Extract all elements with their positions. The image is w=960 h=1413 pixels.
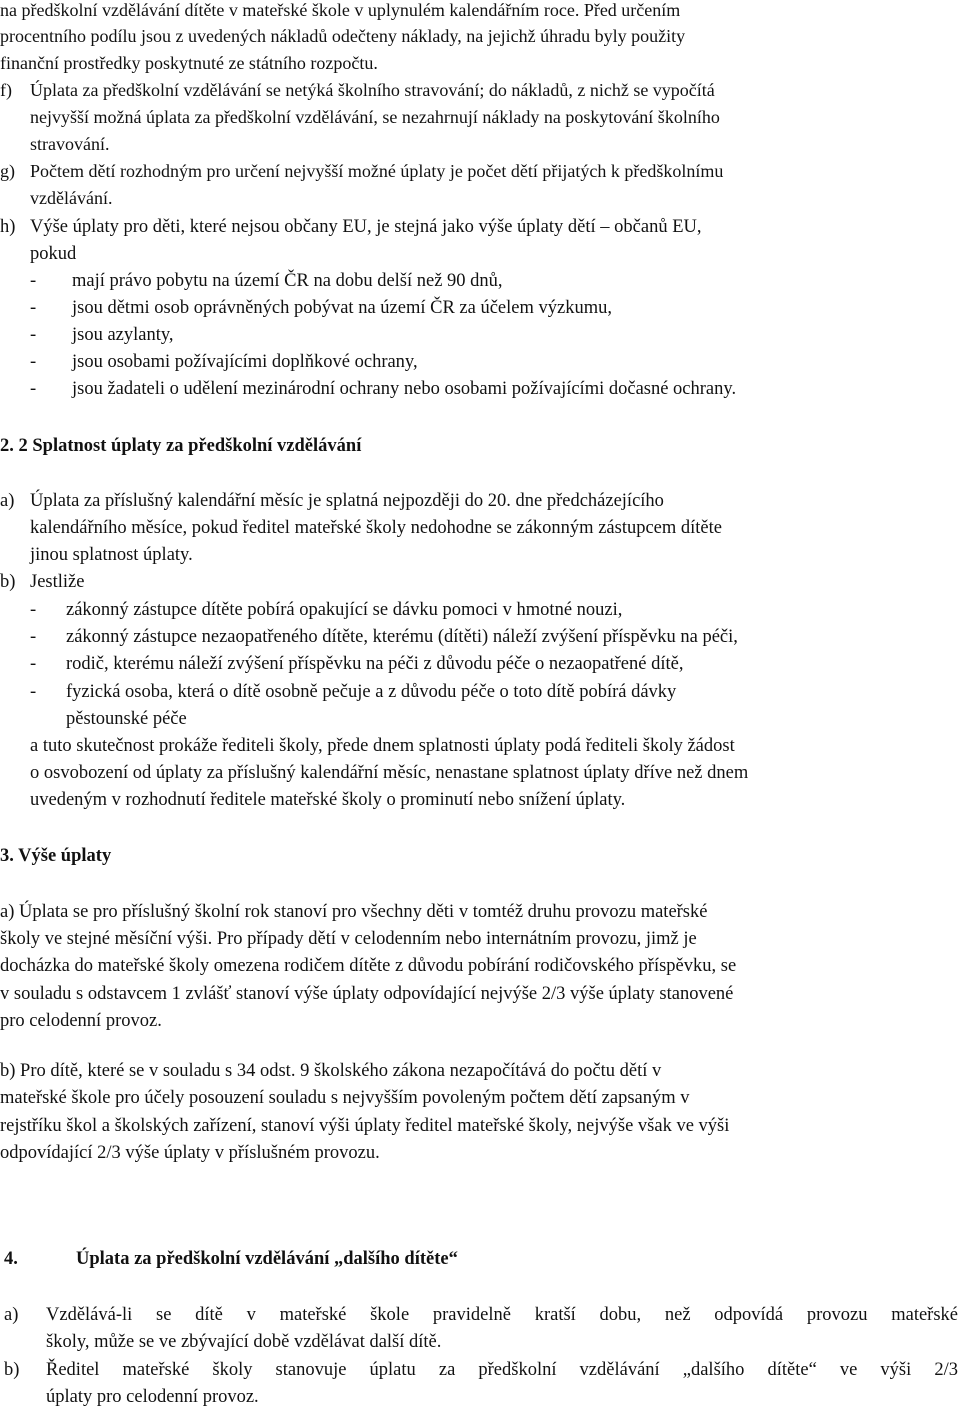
bullet-dash: - xyxy=(30,627,37,647)
bullet-dash: - xyxy=(30,271,37,291)
item-line: Výše úplaty pro děti, které nejsou občany EU, je stejná jako výše úplaty dětí – občanů EU, xyxy=(30,217,702,237)
item-marker: b) xyxy=(4,1360,20,1380)
intro-line: finanční prostředky poskytnuté ze státního rozpočtu. xyxy=(0,53,378,73)
item-marker: a) xyxy=(0,491,15,511)
bullet-dash: - xyxy=(30,298,37,318)
bullet-dash: - xyxy=(30,379,37,399)
item-lead: Jestliže xyxy=(30,572,85,592)
item-line: jinou splatnost úplaty. xyxy=(30,545,193,565)
item-line: uvedeným v rozhodnutí ředitele mateřské školy o prominutí nebo snížení úplaty. xyxy=(30,790,626,810)
section-number: 4. xyxy=(4,1249,18,1269)
paragraph-line: školy ve stejné měsíční výši. Pro případy dětí v celodenním nebo internátním provozu, jimž je xyxy=(0,929,697,949)
item-line: Ředitel mateřské školy stanovuje úplatu za předškolní vzdělávání „dalšího dítěte“ ve výši 2/3 xyxy=(46,1360,958,1380)
item-line: vzdělávání. xyxy=(30,188,113,208)
item-line: nejvyšší možná úplata za předškolní vzdělávání, se nezahrnují náklady na poskytování školního xyxy=(30,107,720,127)
section-heading: 3. Výše úplaty xyxy=(0,846,112,866)
item-line: kalendářního měsíce, pokud ředitel mateřské školy nedohodne se zákonným zástupcem dítěte xyxy=(30,518,722,538)
bullet-dash: - xyxy=(30,352,37,372)
section-title: Úplata za předškolní vzdělávání „dalšího dítěte“ xyxy=(76,1249,458,1269)
bullet-text: zákonný zástupce nezaopatřeného dítěte, kterému (dítěti) náleží zvýšení příspěvku na péči, xyxy=(66,627,738,647)
item-line: a tuto skutečnost prokáže řediteli školy, přede dnem splatnosti úplaty podá řediteli školy žádost xyxy=(30,736,735,756)
paragraph-line: b) Pro dítě, které se v souladu s 34 odst. 9 školského zákona nezapočítává do počtu dětí v xyxy=(0,1061,662,1081)
item-line: Vzdělává-li se dítě v mateřské škole pravidelně kratší dobu, než odpovídá provozu mateřské xyxy=(46,1305,958,1325)
item-marker: g) xyxy=(0,161,15,181)
item-line: Počtem dětí rozhodným pro určení nejvyšší možné úplaty je počet dětí přijatých k předškolnímu xyxy=(30,161,724,181)
bullet-dash: - xyxy=(30,325,37,345)
bullet-text: jsou azylanty, xyxy=(72,325,174,345)
bullet-text: jsou osobami požívajícími doplňkové ochrany, xyxy=(72,352,418,372)
item-line: školy, může se ve zbývající době vzdělávat další dítě. xyxy=(46,1332,442,1352)
paragraph-line: a) Úplata se pro příslušný školní rok stanoví pro všechny děti v tomtéž druhu provozu mateřské xyxy=(0,902,708,922)
intro-line: na předškolní vzdělávání dítěte v mateřské škole v uplynulém kalendářním roce. Před určením xyxy=(0,0,681,20)
item-line: úplaty pro celodenní provoz. xyxy=(46,1387,259,1407)
bullet-dash: - xyxy=(30,682,37,702)
item-marker: f) xyxy=(0,80,12,100)
item-line: stravování. xyxy=(30,134,110,154)
paragraph-line: pro celodenní provoz. xyxy=(0,1011,162,1031)
paragraph-line: docházka do mateřské školy omezena rodičem dítěte z důvodu pobírání rodičovského příspěvku, se xyxy=(0,956,737,976)
item-marker: h) xyxy=(0,217,16,237)
intro-line: procentního podílu jsou z uvedených nákladů odečteny náklady, na jejichž úhradu byly použity xyxy=(0,26,686,46)
item-line: Úplata za příslušný kalendářní měsíc je splatná nejpozději do 20. dne předcházejícího xyxy=(30,491,664,511)
paragraph-line: mateřské škole pro účely posouzení souladu s nejvyšším povoleným počtem dětí zapsaným v xyxy=(0,1088,690,1108)
bullet-dash: - xyxy=(30,600,37,620)
bullet-dash: - xyxy=(30,654,37,674)
paragraph-line: odpovídající 2/3 výše úplaty v příslušném provozu. xyxy=(0,1143,380,1163)
section-heading: 2. 2 Splatnost úplaty za předškolní vzdělávání xyxy=(0,436,362,456)
item-line: pokud xyxy=(30,244,77,264)
bullet-text: jsou dětmi osob oprávněných pobývat na území ČR za účelem výzkumu, xyxy=(72,298,612,318)
item-line: o osvobození od úplaty za příslušný kalendářní měsíc, nenastane splatnost úplaty dříve než dnem xyxy=(30,763,749,783)
paragraph-line: v souladu s odstavcem 1 zvlášť stanoví výše úplaty odpovídající nejvýše 2/3 výše úplaty stanovené xyxy=(0,984,734,1004)
bullet-text: rodič, kterému náleží zvýšení příspěvku na péči z důvodu péče o nezaopatřené dítě, xyxy=(66,654,684,674)
item-line: Úplata za předškolní vzdělávání se netýká školního stravování; do nákladů, z nichž se vypočítá xyxy=(30,80,715,100)
bullet-text-continued: pěstounské péče xyxy=(66,709,187,729)
bullet-text: zákonný zástupce dítěte pobírá opakující se dávku pomoci v hmotné nouzi, xyxy=(66,600,623,620)
bullet-text: mají právo pobytu na území ČR na dobu delší než 90 dnů, xyxy=(72,271,503,291)
bullet-text: fyzická osoba, která o dítě osobně pečuje a z důvodu péče o toto dítě pobírá dávky xyxy=(66,682,677,702)
item-marker: a) xyxy=(4,1305,19,1325)
paragraph-line: rejstříku škol a školských zařízení, stanoví výši úplaty ředitel mateřské školy, nejvýše však ve výši xyxy=(0,1116,730,1136)
item-marker: b) xyxy=(0,572,16,592)
bullet-text: jsou žadateli o udělení mezinárodní ochrany nebo osobami požívajícími dočasné ochrany. xyxy=(72,379,737,399)
